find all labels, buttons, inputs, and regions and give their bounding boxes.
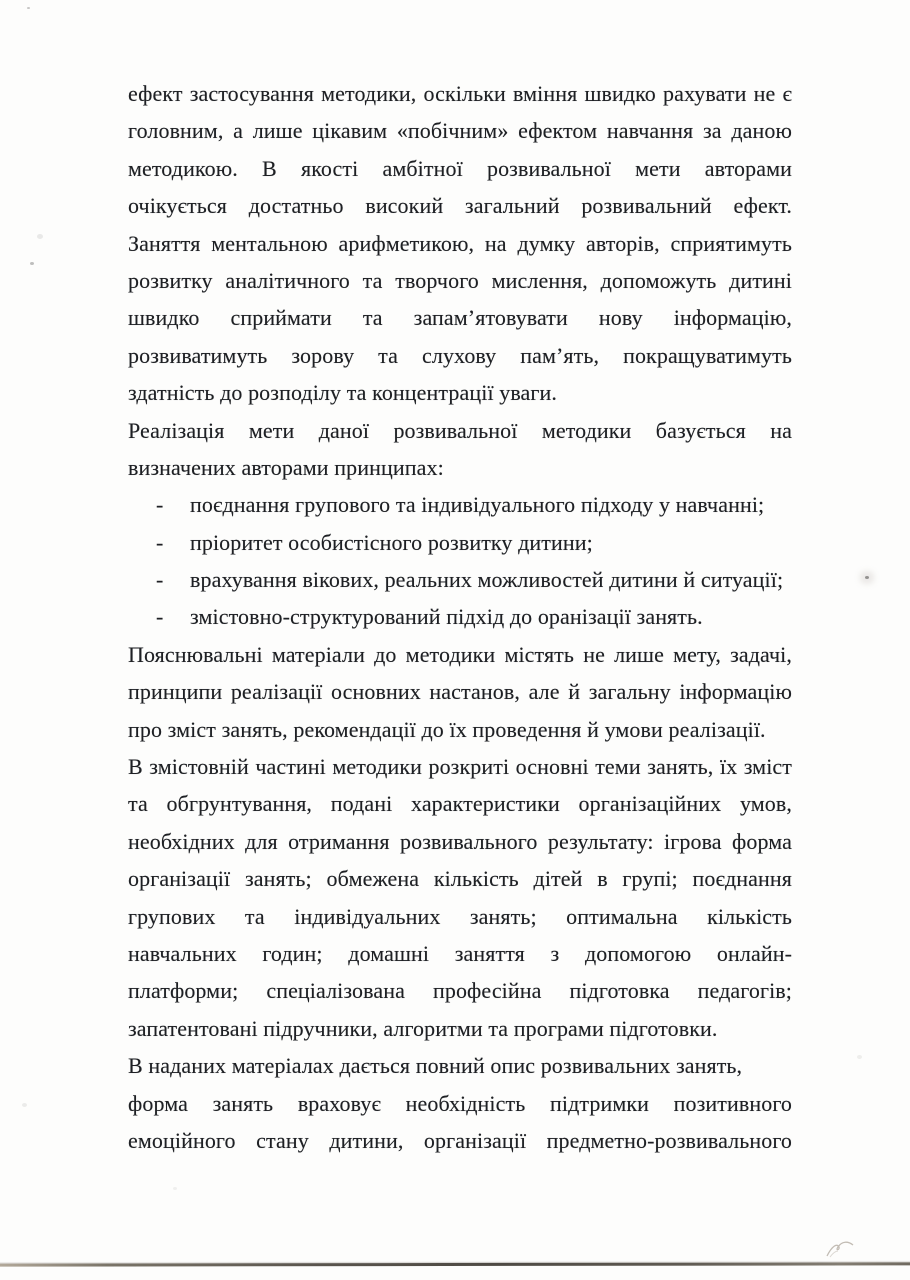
scan-speck (857, 1055, 862, 1059)
text-line: групових та індивідуальних занять; оптимальна кількість (128, 903, 792, 929)
scan-speck (37, 234, 43, 239)
scan-speck (27, 7, 30, 9)
scan-speck (30, 262, 34, 265)
scan-speck (173, 1187, 177, 1190)
text-line (128, 598, 792, 635)
bullet-dash: - (156, 567, 164, 593)
scan-speck (22, 1103, 27, 1107)
text-line: розвитку аналітичного та творчого мислення, допоможуть дитині (128, 267, 792, 293)
bullet-dash: - (156, 529, 164, 555)
text-line (128, 524, 792, 561)
text-line (128, 486, 792, 523)
text-line: визначених авторами принципах: (128, 454, 444, 480)
scan-speck (865, 576, 869, 579)
text-line: принципи реалізації основних настанов, але й загальну інформацію (128, 679, 792, 705)
text-line: про зміст занять, рекомендації до їх проведення й умови реалізації. (128, 716, 766, 742)
text-line (128, 561, 792, 598)
bullet-text: пріоритет особистісного розвитку дитини; (190, 529, 593, 555)
text-line: Реалізація мети даної розвивальної методики базується на (128, 417, 792, 443)
text-line: платформи; спеціалізована професійна підготовка педагогів; (128, 978, 792, 1004)
text-line: та обгрунтування, подані характеристики організаційних умов, (128, 791, 792, 817)
bullet-dash: - (156, 604, 164, 630)
text-line: Пояснювальні матеріали до методики містять не лише мету, задачі, (128, 641, 792, 667)
bullet-text: змістовно-структурований підхід до оранізації занять. (190, 604, 703, 630)
text-line: форма занять враховує необхідність підтримки позитивного (128, 1090, 792, 1116)
text-line: Заняття ментальною арифметикою, на думку авторів, сприятимуть (128, 230, 792, 256)
text-line: необхідних для отримання розвивального результату: ігрова форма (128, 828, 792, 854)
text-line: організації занять; обмежена кількість дітей в групі; поєднання (128, 866, 792, 892)
scanner-edge-line (0, 1262, 910, 1266)
text-line: здатність до розподілу та концентрації уваги. (128, 380, 558, 406)
bullet-text: поєднання групового та індивідуального підходу у навчанні; (190, 492, 765, 518)
text-line: запатентовані підручники, алгоритми та програми підготовки. (128, 1015, 718, 1041)
document-text-block (128, 75, 792, 1159)
text-line: головним, а лише цікавим «побічним» ефектом навчання за даною (128, 118, 792, 144)
text-line: швидко сприймати та запам’ятовувати нову інформацію, (128, 305, 792, 331)
bullet-text: врахування вікових, реальних можливостей дитини й ситуації; (190, 567, 784, 593)
bullet-dash: - (156, 492, 164, 518)
text-line: методикою. В якості амбітної розвивальної мети авторами (128, 155, 792, 181)
text-line: очікується достатньо високий загальний розвивальний ефект. (128, 193, 792, 219)
pencil-mark (824, 1236, 858, 1262)
text-line: В наданих матеріалах дається повний опис розвивальних занять, (128, 1053, 743, 1079)
text-line: розвиватимуть зорову та слухову пам’ять, покращуватимуть (128, 342, 792, 368)
text-line: навчальних годин; домашні заняття з допомогою онлайн- (128, 940, 792, 966)
text-line: емоційного стану дитини, організації предметно-розвивального (128, 1127, 792, 1153)
text-line: ефект застосування методики, оскільки вміння швидко рахувати не є (128, 81, 792, 106)
text-line: В змістовній частині методики розкриті основні теми занять, їх зміст (128, 754, 792, 780)
